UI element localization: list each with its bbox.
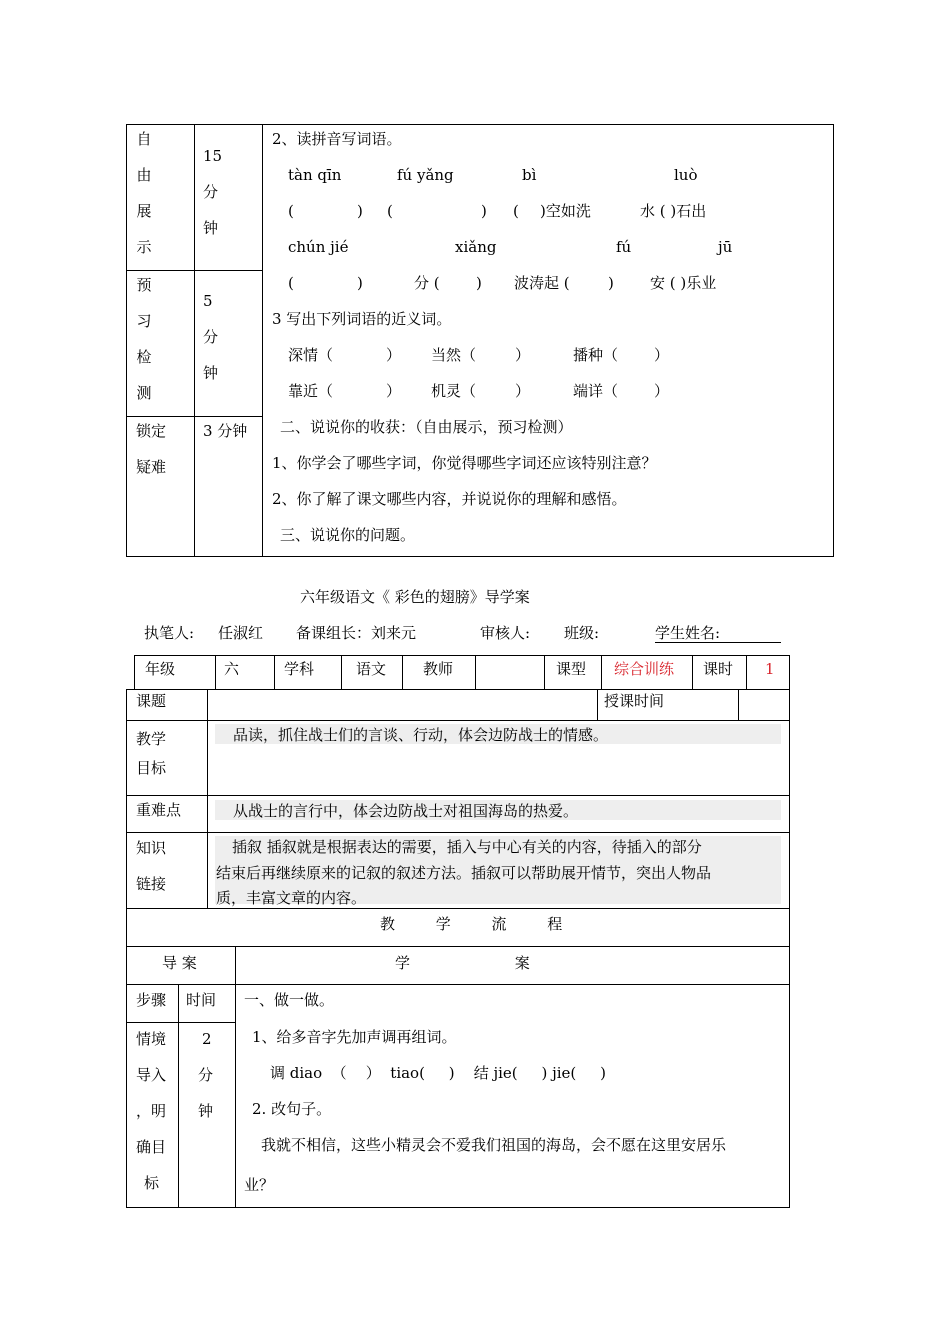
step-char: 展 bbox=[136, 202, 152, 220]
step-time: 钟 bbox=[198, 1102, 214, 1120]
writer-label: 执笔人: bbox=[144, 624, 195, 642]
time-char: 分 bbox=[203, 183, 219, 201]
flow-header: 教 学 流 程 bbox=[380, 915, 581, 933]
step-char: 示 bbox=[136, 238, 152, 256]
blank: ) bbox=[357, 274, 363, 292]
blank: )空如洗 bbox=[540, 202, 591, 220]
pinyin: xiǎng bbox=[455, 238, 497, 256]
blank: ) bbox=[357, 202, 363, 220]
step-char: 测 bbox=[136, 384, 152, 402]
synonym: ） bbox=[515, 346, 531, 364]
grade-label: 年级 bbox=[145, 660, 176, 678]
study-sentence: 业？ bbox=[244, 1176, 275, 1194]
question-title: 2、读拼音写词语。 bbox=[272, 130, 402, 148]
step-char: 自 bbox=[136, 130, 152, 148]
knowledge-label: 链接 bbox=[136, 875, 167, 893]
blank: 分 ( bbox=[414, 274, 440, 292]
goal-label: 教学 bbox=[136, 730, 167, 748]
guide-header: 导 案 bbox=[162, 954, 197, 972]
synonym: 端详（ bbox=[573, 382, 619, 400]
goal-label: 目标 bbox=[136, 759, 167, 777]
blank: ( bbox=[387, 202, 393, 220]
reviewer-label: 审核人: bbox=[480, 624, 531, 642]
step-char: 由 bbox=[136, 166, 152, 184]
blank: ) bbox=[476, 274, 482, 292]
step-label: 疑难 bbox=[136, 458, 167, 476]
time-char: 钟 bbox=[203, 219, 219, 237]
synonym: ） bbox=[654, 382, 670, 400]
lesson-time-label: 授课时间 bbox=[604, 692, 665, 710]
step-line: 情境 bbox=[136, 1030, 167, 1048]
key-label: 重难点 bbox=[136, 801, 182, 819]
pinyin: luò bbox=[674, 166, 698, 184]
time-char: 钟 bbox=[203, 364, 219, 382]
period-label: 课时 bbox=[703, 660, 734, 678]
synonym: ） bbox=[386, 346, 402, 364]
blank: ( bbox=[513, 202, 519, 220]
question-title: 3 写出下列词语的近义词。 bbox=[272, 310, 452, 328]
blank: 安 ( )乐业 bbox=[650, 274, 717, 292]
subject-label: 学科 bbox=[284, 660, 315, 678]
step-char: 预 bbox=[136, 276, 152, 294]
writer-name: 任淑红 bbox=[218, 624, 264, 642]
pinyin: fú bbox=[616, 238, 632, 256]
pinyin: fú yǎng bbox=[397, 166, 454, 184]
synonym: ） bbox=[386, 382, 402, 400]
pinyin: bì bbox=[522, 166, 537, 184]
step-line: ，明 bbox=[136, 1102, 167, 1120]
topic-label: 课题 bbox=[136, 692, 167, 710]
study-sentence: 我就不相信，这些小精灵会不爱我们祖国的海岛，会不愿在这里安居乐 bbox=[261, 1136, 727, 1154]
step-line: 确目 bbox=[136, 1138, 167, 1156]
blank: 波涛起 ( bbox=[514, 274, 570, 292]
knowledge-text-line: 结束后再继续原来的记叙的叙述方法。插叙可以帮助展开情节，突出人物品 bbox=[216, 864, 712, 882]
time-header: 时间 bbox=[186, 991, 217, 1009]
grade-value: 六 bbox=[224, 660, 240, 678]
type-label: 课型 bbox=[556, 660, 587, 678]
teacher-label: 教师 bbox=[423, 660, 454, 678]
synonym: 深情（ bbox=[288, 346, 334, 364]
study-question: 2. 改句子。 bbox=[252, 1100, 332, 1118]
pinyin: tàn qīn bbox=[288, 166, 342, 184]
synonym: ） bbox=[654, 346, 670, 364]
step-label: 锁定 bbox=[136, 422, 167, 440]
blank: ( bbox=[288, 274, 294, 292]
subject-value: 语文 bbox=[356, 660, 387, 678]
class-label: 班级: bbox=[564, 624, 600, 642]
study-header: 学 案 bbox=[395, 954, 580, 972]
pinyin: chún jié bbox=[288, 238, 349, 256]
blank: ( bbox=[288, 202, 294, 220]
step-time: 2 bbox=[202, 1030, 212, 1048]
time-char: 15 bbox=[203, 147, 223, 165]
synonym: 靠近（ bbox=[288, 382, 334, 400]
synonym: 当然（ bbox=[431, 346, 477, 364]
step-char: 习 bbox=[136, 312, 152, 330]
time-char: 分 bbox=[203, 328, 219, 346]
step-line: 标 bbox=[144, 1174, 160, 1192]
student-name-underline bbox=[655, 642, 781, 643]
period-value: 1 bbox=[765, 660, 775, 678]
study-title: 一、做一做。 bbox=[244, 991, 335, 1009]
section-title: 二、说说你的收获：（自由展示，预习检测） bbox=[280, 418, 573, 436]
step-line: 导入 bbox=[136, 1066, 167, 1084]
knowledge-text-line: 插叙 插叙就是根据表达的需要，插入与中心有关的内容，待插入的部分 bbox=[232, 838, 702, 856]
key-text: 从战士的言行中，体会边防战士对祖国海岛的热爱。 bbox=[233, 802, 579, 820]
pinyin: jū bbox=[718, 238, 733, 256]
student-label: 学生姓名: bbox=[655, 624, 721, 642]
synonym: 机灵（ bbox=[431, 382, 477, 400]
section-question: 2、你了解了课文哪些内容，并说说你的理解和感悟。 bbox=[272, 490, 627, 508]
blank: ) bbox=[481, 202, 487, 220]
step-time: 分 bbox=[198, 1066, 214, 1084]
section-question: 1、你学会了哪些字词，你觉得哪些字词还应该特别注意？ bbox=[272, 454, 657, 472]
blank: ) bbox=[608, 274, 614, 292]
knowledge-text-line: 质，丰富文章的内容。 bbox=[216, 889, 367, 907]
step-char: 检 bbox=[136, 348, 152, 366]
blank: 水 ( )石出 bbox=[640, 202, 707, 220]
synonym: ） bbox=[515, 382, 531, 400]
time-label: 3 分钟 bbox=[203, 422, 248, 440]
goal-text: 品读，抓住战士们的言谈、行动，体会边防战士的情感。 bbox=[233, 726, 609, 744]
document-title: 六年级语文《 彩色的翅膀》导学案 bbox=[300, 588, 530, 606]
synonym: 播种（ bbox=[573, 346, 619, 364]
time-char: 5 bbox=[203, 292, 213, 310]
study-answer-line: 调 diao （ ） tiao( ) 结 jie( ) jie( ) bbox=[270, 1064, 606, 1082]
section-title: 三、说说你的问题。 bbox=[280, 526, 416, 544]
study-question: 1、给多音字先加声调再组词。 bbox=[252, 1028, 457, 1046]
leader-label: 备课组长：刘来元 bbox=[296, 624, 417, 642]
step-header: 步骤 bbox=[136, 991, 167, 1009]
type-value: 综合训练 bbox=[614, 660, 675, 678]
knowledge-label: 知识 bbox=[136, 839, 167, 857]
